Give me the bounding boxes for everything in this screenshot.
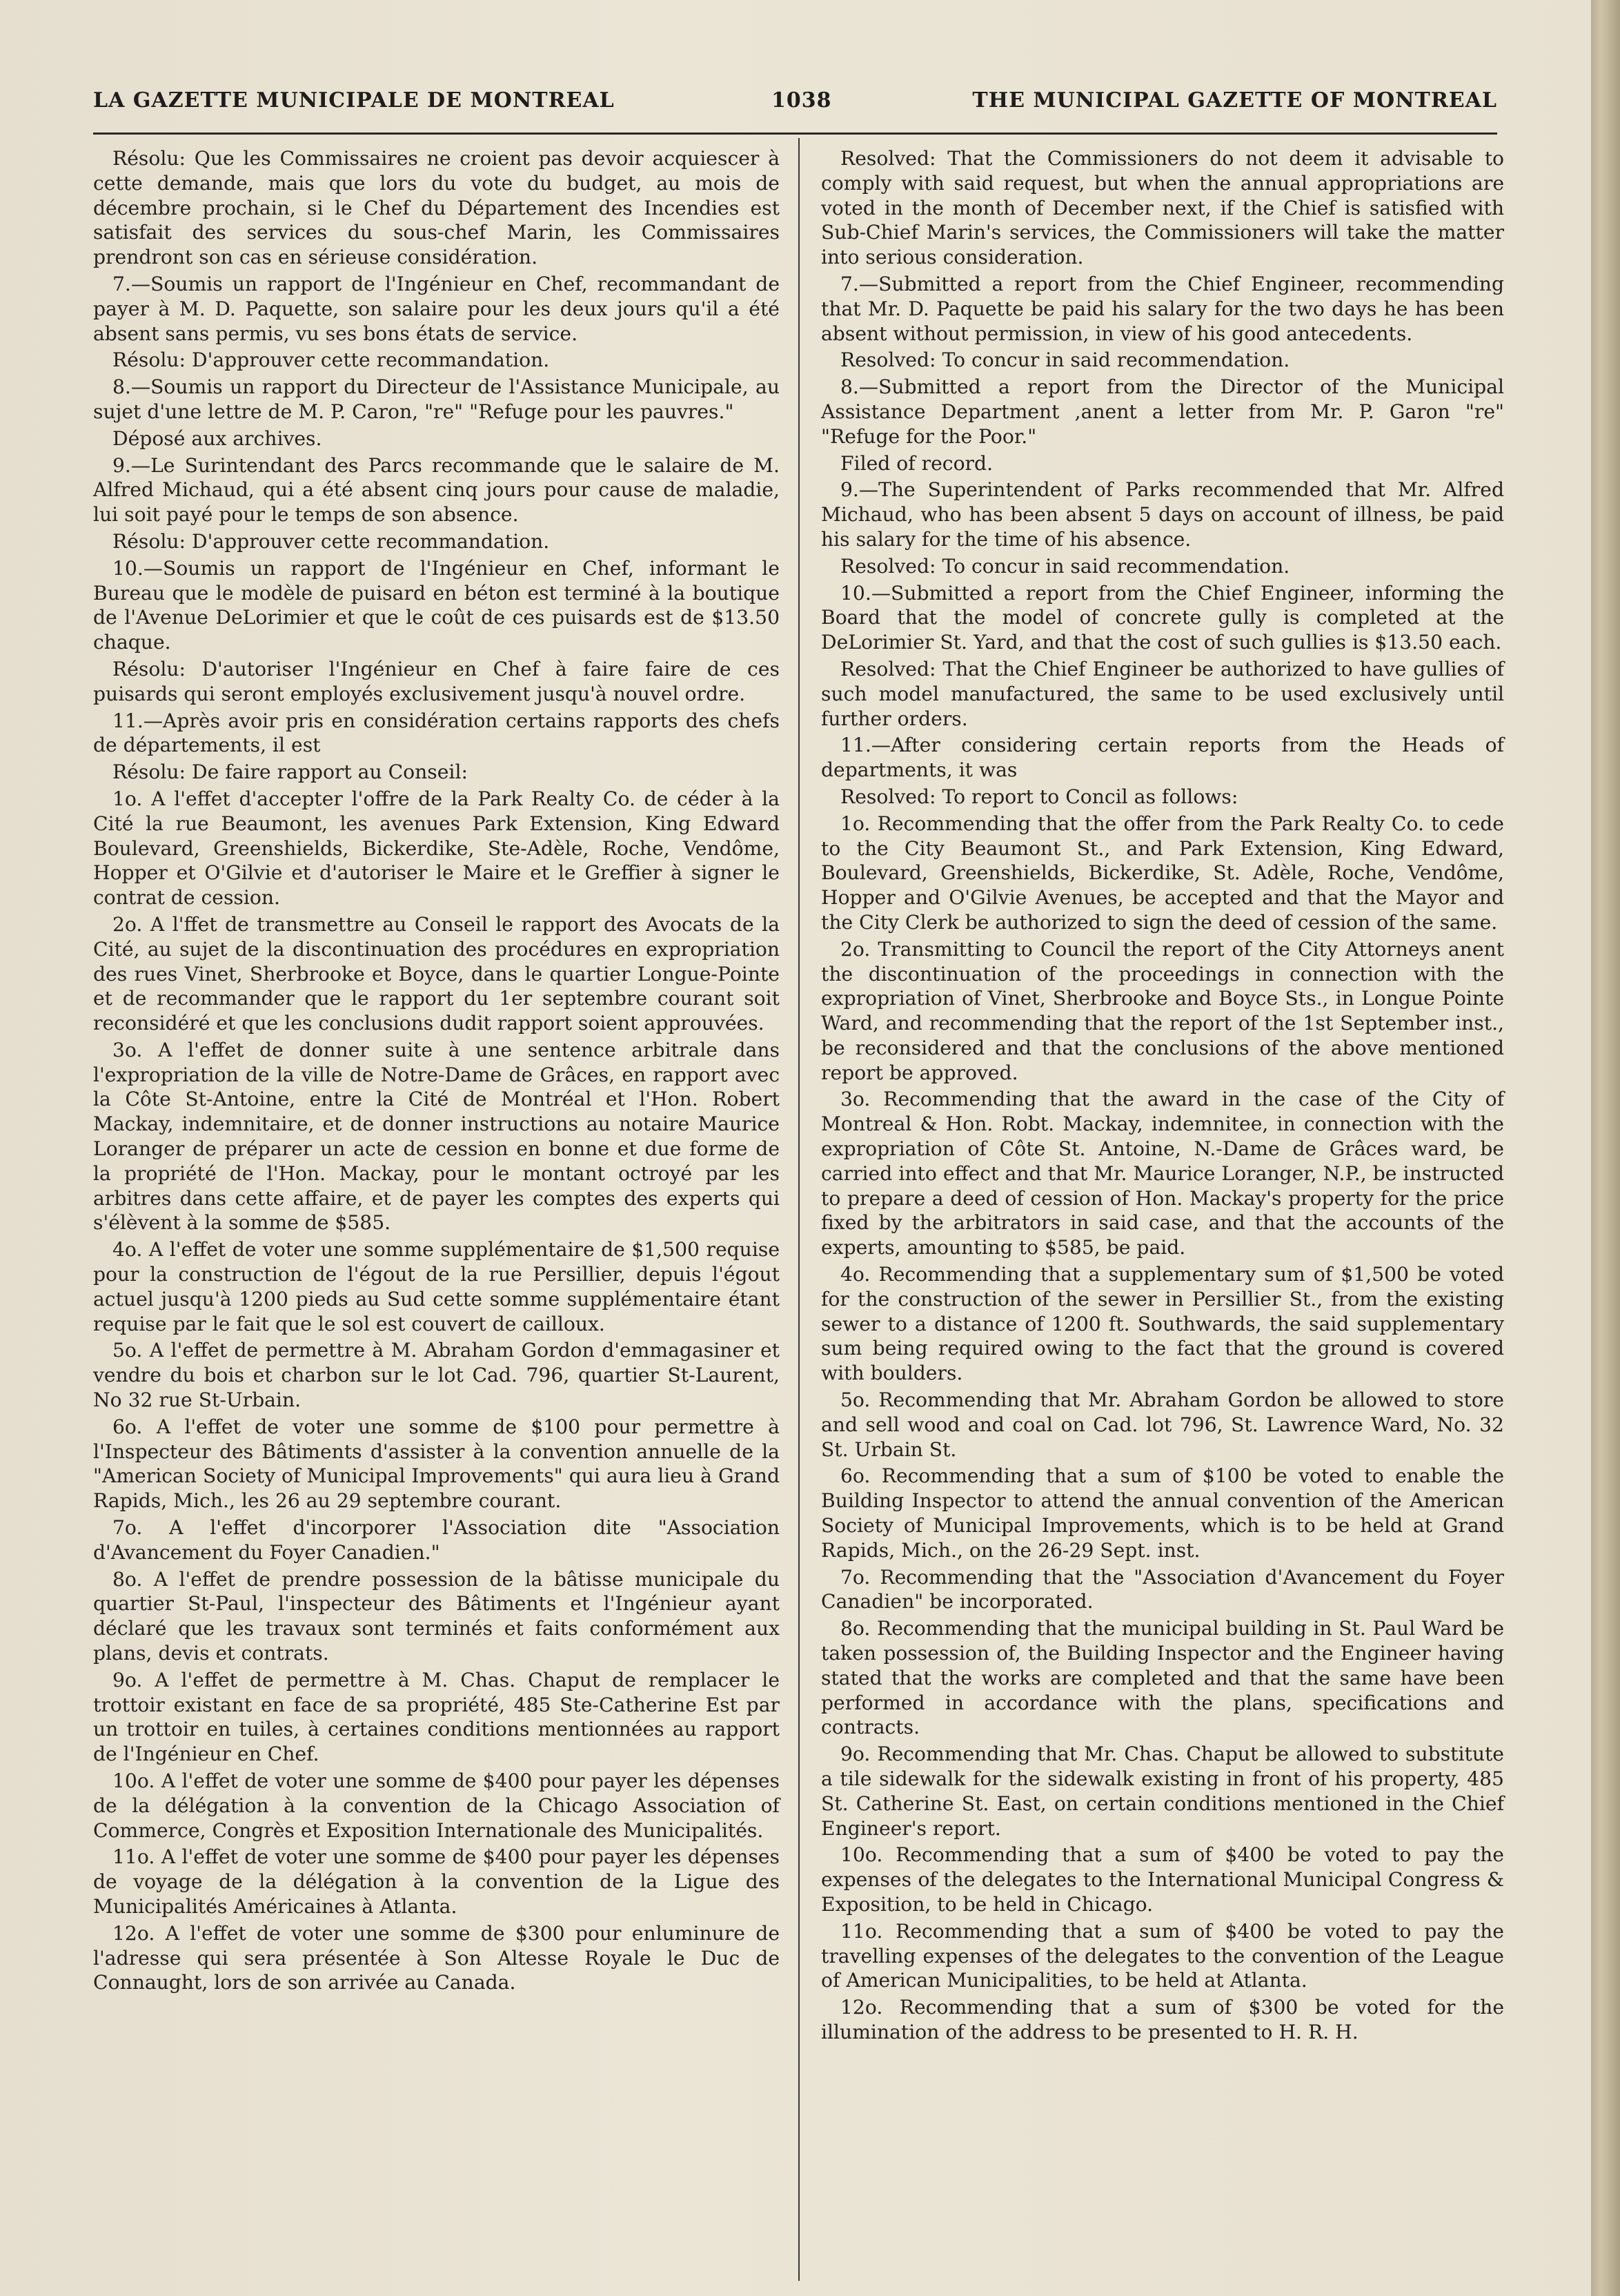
paragraph: Résolu: D'approuver cette recommandation. <box>112 529 550 553</box>
paragraph: 7o. Recommending that the "Association d'Avancement du Foyer Canadien" be incorporated. <box>821 1565 1504 1613</box>
english-column <box>821 146 1504 2047</box>
english-masthead: THE MUNICIPAL GAZETTE OF MONTREAL <box>972 88 1497 112</box>
paragraph: 5o. Recommending that Mr. Abraham Gordon be allowed to store and sell wood and coal on Cad. lot 796, St. Lawrence Ward, No. 32 St. Urbain St. <box>821 1389 1504 1461</box>
paragraph: 10o. A l'effet de voter une somme de $400 pour payer les dépenses de la délégation à la convention de la Chicago Association of Commerce, Congrès et Exposition Internationale des Municipalités. <box>93 1769 780 1842</box>
paragraph: Resolved: That the Commissioners do not deem it advisable to comply with said request, but when the annual appropriations are voted in the month of December next, if the Chief is satisfied with Sub-Chief Marin's services, the Commissioners will take the matter into serious consideration. <box>821 147 1504 269</box>
paragraph: 1o. Recommending that the offer from the Park Realty Co. to cede to the City Beaumont St., and Park Extension, King Edward, Boulevard, Greenshields, Bickerdike, St. Adèle, Roche, Vendôme, Hopper and O'Gilvie Avenues, be accepted and that the Mayor and the City Clerk be authorized to sign the deed of cession of the same. <box>821 812 1504 934</box>
paragraph: Filed of record. <box>840 451 994 475</box>
paragraph: 7.—Soumis un rapport de l'Ingénieur en Chef, recommandant de payer à M. D. Paquette, son salaire pour les deux jours qu'il a été absent sans permis, vu ses bons états de service. <box>93 272 780 345</box>
page-number: 1038 <box>771 88 832 112</box>
paragraph: 3o. A l'effet de donner suite à une sentence arbitrale dans l'expropriation de la ville de Notre-Dame de Grâces, en rapport avec la Côte St-Antoine, entre la Cité de Montréal et l'Hon. Robert Mackay, indemnitaire, et de donner instructions au notaire Maurice Loranger de préparer un acte de cession en bonne et due forme de la propriété de l'Hon. Mackay, pour le montant octroyé par les arbitres dans cette affaire, et de payer les comptes des experts qui s'élèvent à la somme de $585. <box>93 1038 780 1235</box>
paragraph: 9.—Le Surintendant des Parcs recommande que le salaire de M. Alfred Michaud, qui a été absent cinq jours pour cause de maladie, lui soit payé pour le temps de son absence. <box>93 453 780 527</box>
paragraph: 11o. Recommending that a sum of $400 be voted to pay the travelling expenses of the delegates to the convention of the League of American Municipalities, to be held at Atlanta. <box>821 1919 1504 1992</box>
paragraph: 11o. A l'effet de voter une somme de $400 pour payer les dépenses de voyage de la délégation à la convention de la Ligue des Municipalités Américaines à Atlanta. <box>93 1845 780 1918</box>
french-column <box>93 146 780 1997</box>
paragraph: 6o. A l'effet de voter une somme de $100 pour permettre à l'Inspecteur des Bâtiments d'assister à la convention annuelle de la "American Society of Municipal Improvements" qui aura lieu à Grand Rapids, Mich., les 26 au 29 septembre courant. <box>93 1415 780 1513</box>
paragraph: 10o. Recommending that a sum of $400 be voted to pay the expenses of the delegates to the International Municipal Congress & Exposition, to be held in Chicago. <box>821 1843 1504 1916</box>
paragraph: 9.—The Superintendent of Parks recommended that Mr. Alfred Michaud, who has been absent 5 days on account of illness, be paid his salary for the time of his absence. <box>821 478 1504 551</box>
page-header <box>93 88 1497 123</box>
paragraph: 7.—Submitted a report from the Chief Engineer, recommending that Mr. D. Paquette be paid his salary for the two days he has been absent without permission, in view of his good antecedents. <box>821 272 1504 345</box>
paragraph: 12o. Recommending that a sum of $300 be voted for the illumination of the address to be presented to H. R. H. <box>821 1996 1504 2043</box>
paragraph: 2o. A l'ffet de transmettre au Conseil le rapport des Avocats de la Cité, au sujet de la discontinuation des procédures en expropriation des rues Vinet, Sherbrooke et Boyce, dans le quartier Longue-Pointe et de recommander que le rapport du 1er septembre courant soit reconsidéré et que les conclusions dudit rapport soient approuvées. <box>93 912 780 1035</box>
paragraph: 11.—Après avoir pris en considération certains rapports des chefs de départements, il est <box>93 709 780 757</box>
paragraph: 7o. A l'effet d'incorporer l'Association dite "Association d'Avancement du Foyer Canadien." <box>93 1516 780 1564</box>
paragraph: 8.—Soumis un rapport du Directeur de l'Assistance Municipale, au sujet d'une lettre de M. P. Caron, "re" "Refuge pour les pauvres." <box>93 375 780 423</box>
paragraph: 2o. Transmitting to Council the report of the City Attorneys anent the discontinuation of the proceedings in connection with the expropriation of Vinet, Sherbrooke and Boyce Sts., in Longue Pointe Ward, and recommending that the report of the 1st September inst., be reconsidered and that the conclusions of the above mentioned report be approved. <box>821 937 1504 1084</box>
paragraph: 4o. Recommending that a supplementary sum of $1,500 be voted for the construction of the sewer in Persillier St., from the existing sewer to a distance of 1200 ft. Southwards, the said supplementary sum being required owing to the fact that the ground is covered with boulders. <box>821 1263 1504 1385</box>
paragraph: 11.—After considering certain reports from the Heads of departments, it was <box>821 734 1504 782</box>
paragraph: Resolved: To report to Concil as follows: <box>840 785 1238 808</box>
paragraph: 6o. Recommending that a sum of $100 be voted to enable the Building Inspector to attend the annual convention of the American Society of Municipal Improvements, which is to be held at Grand Rapids, Mich., on the 26-29 Sept. inst. <box>821 1464 1504 1562</box>
column-divider <box>798 138 800 2281</box>
paragraph: Déposé aux archives. <box>112 426 322 450</box>
paragraph: 9o. A l'effet de permettre à M. Chas. Chaput de remplacer le trottoir existant en face de sa propriété, 485 Ste-Catherine Est par un trottoir en tuiles, à certaines conditions mentionnées au rapport de l'Ingénieur en Chef. <box>93 1668 780 1766</box>
paragraph: Résolu: De faire rapport au Conseil: <box>112 761 468 784</box>
paragraph: 12o. A l'effet de voter une somme de $300 pour enluminure de l'adresse qui sera présentée à Son Altesse Royale le Duc de Connaught, lors de son arrivée au Canada. <box>93 1921 780 1994</box>
binding-edge <box>1591 0 1620 2296</box>
paragraph: Resolved: That the Chief Engineer be authorized to have gullies of such model manufactured, the same to be used exclusively until further orders. <box>821 657 1504 730</box>
paragraph: 3o. Recommending that the award in the case of the City of Montreal & Hon. Robt. Mackay, indemnitee, in connection with the expropriation of Côte St. Antoine, N.-Dame de Grâces ward, be carried into effect and that Mr. Maurice Loranger, N.P., be instructed to prepare a deed of cession of Hon. Mackay's property for the price fixed by the arbitrators in said case, and that the accounts of the experts, amounting to $585, be paid. <box>821 1088 1504 1259</box>
french-masthead: LA GAZETTE MUNICIPALE DE MONTREAL <box>93 88 615 112</box>
paragraph: 5o. A l'effet de permettre à M. Abraham Gordon d'emmagasiner et vendre du bois et charbon sur le lot Cad. 796, quartier St-Laurent, No 32 rue St-Urbain. <box>93 1339 780 1412</box>
paragraph: 1o. A l'effet d'accepter l'offre de la Park Realty Co. de céder à la Cité la rue Beaumont, les avenues Park Extension, King Edward Boulevard, Greenshields, Bickerdike, Ste-Adèle, Roche, Vendôme, Hopper et O'Gilvie et d'autoriser le Maire et le Greffier à signer le contrat de cession. <box>93 787 780 910</box>
paragraph: 8.—Submitted a report from the Director of the Municipal Assistance Department ,anent a letter from Mr. P. Garon "re" "Refuge for the Poor." <box>821 375 1504 448</box>
paragraph: Resolved: To concur in said recommendation. <box>840 554 1290 578</box>
paragraph: Resolved: To concur in said recommendation. <box>840 349 1290 372</box>
paragraph: 8o. Recommending that the municipal building in St. Paul Ward be taken possession of, the Building Inspector and the Engineer having stated that the works are completed and that the same have been performed in accordance with the plans, specifications and contracts. <box>821 1617 1504 1739</box>
paragraph: 10.—Submitted a report from the Chief Engineer, informing the Board that the model of concrete gully is completed at the DeLorimier St. Yard, and that the cost of such gullies is $13.50 each. <box>821 581 1504 654</box>
header-rule <box>93 133 1497 135</box>
paragraph: 10.—Soumis un rapport de l'Ingénieur en Chef, informant le Bureau que le modèle de puisard en béton est terminé à la boutique de l'Avenue DeLorimier et que le coût de ces puisards est de $13.50 chaque. <box>93 556 780 654</box>
paragraph: Résolu: D'autoriser l'Ingénieur en Chef à faire faire de ces puisards qui seront employés exclusivement jusqu'à nouvel ordre. <box>93 657 780 705</box>
paragraph: Résolu: Que les Commissaires ne croient pas devoir acquiescer à cette demande, mais que lors du vote du budget, au mois de décembre prochain, si le Chef du Département des Incendies est satisfait des services du sous-chef Marin, les Commissaires prendront son cas en sérieuse considération. <box>93 147 780 269</box>
paragraph: Résolu: D'approuver cette recommandation. <box>112 349 550 372</box>
paragraph: 9o. Recommending that Mr. Chas. Chaput be allowed to substitute a tile sidewalk for the sidewalk existing in front of his property, 485 St. Catherine St. East, on certain conditions mentioned in the Chief Engineer's report. <box>821 1743 1504 1840</box>
paragraph: 4o. A l'effet de voter une somme supplémentaire de $1,500 requise pour la construction de l'égout de la rue Persillier, depuis l'égout actuel jusqu'à 1200 pieds au Sud cette somme supplémentaire étant requise par le fait que le sol est couvert de cailloux. <box>93 1238 780 1335</box>
paragraph: 8o. A l'effet de prendre possession de la bâtisse municipale du quartier St-Paul, l'inspecteur des Bâtiments et l'Ingénieur ayant déclaré que les travaux sont terminés et faits conformément aux plans, devis et contrats. <box>93 1567 780 1665</box>
